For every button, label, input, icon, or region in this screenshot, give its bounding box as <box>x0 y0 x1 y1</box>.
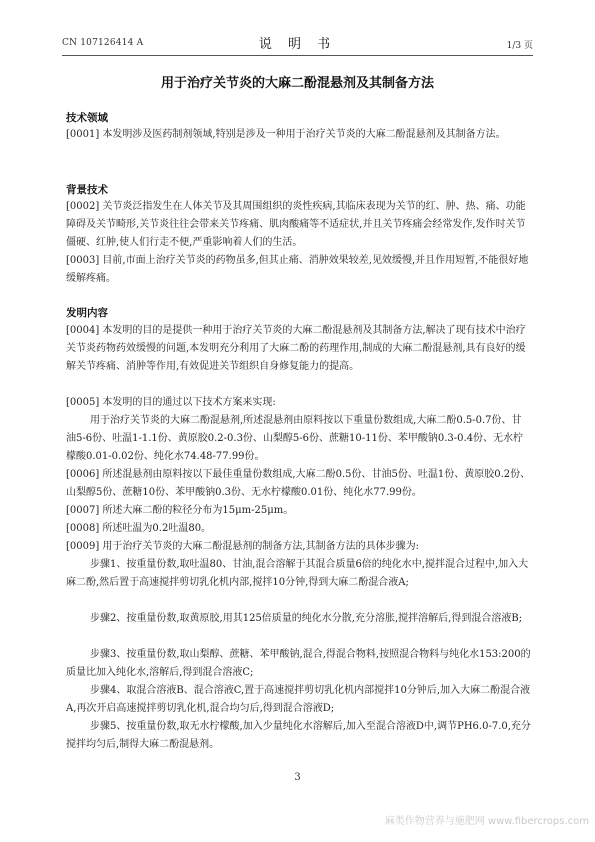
step-4: 步骤4、取混合溶液B、混合溶液C,置于高速搅拌剪切乳化机内部搅拌10分钟后,加入大麻二酚混合液A,再次开启高速搅拌剪切乳化机,混合均匀后,得到混合溶液D; <box>66 685 531 714</box>
section-background: 背景技术 <box>66 184 108 196</box>
step-3: 步骤3、按重量份数,取山梨醇、蔗糖、苯甲酸钠,混合,得混合物料,按照混合物料与纯化水153:200的质量比加入纯化水,溶解后,得到混合溶液C; <box>66 649 531 678</box>
step-1: 步骤1、按重量份数,取吐温80、甘油,混合溶解于其混合质量6倍的纯化水中,搅拌混合过程中,加入大麻二酚,然后置于高速搅拌剪切乳化机内部,搅拌10分钟,得到大麻二酚混合液A; <box>66 559 529 588</box>
section-tech-field: 技术领域 <box>66 112 108 124</box>
paragraph-0006: [0006] 所述混悬剂由原料按以下最佳重量份数组成,大麻二酚0.5份、甘油5份、吐温1份、黄原胶0.2份、山梨醇5份、蔗糖10份、苯甲酸钠0.3份、无水柠檬酸0.01份、纯化水77.99份。 <box>66 469 531 498</box>
paragraph-0005: [0005] 本发明的目的通过以下技术方案来实现: <box>66 397 276 408</box>
section-invention: 发明内容 <box>66 307 108 319</box>
page-indicator: 1/3 页 <box>506 41 533 51</box>
paragraph-0004: [0004] 本发明的目的是提供一种用于治疗关节炎的大麻二酚混悬剂及其制备方法,解决了现有技术中治疗关节炎药物药效缓慢的问题,本发明充分利用了大麻二酚的药理作用,制成的大麻二酚混悬剂,具有良好的缓解关节疼痛、消肿等作用,有效促进关节组织自身修复能力的提高。 <box>66 325 526 372</box>
paragraph-0002: [0002] 关节炎泛指发生在人体关节及其周围组织的炎性疾病,其临床表现为关节的红、肿、热、痛、功能障碍及关节畸形,关节炎往往会带来关节疼痛、肌肉酸痛等不适症状,并且关节疼痛会经常发作,发作时关节僵硬、红肿,使人们行走不便,严重影响着人们的生活。 <box>66 201 526 248</box>
step-5: 步骤5、按重量份数,取无水柠檬酸,加入少量纯化水溶解后,加入至混合溶液D中,调节PH6.0-7.0,充分搅拌均匀后,制得大麻二酚混悬剂。 <box>66 721 531 750</box>
paragraph-0007: [0007] 所述大麻二酚的粒径分布为15μm-25μm。 <box>66 505 294 516</box>
patent-number: CN 107126414 A <box>62 38 144 48</box>
page-header <box>62 33 533 53</box>
watermark: 麻类作物营养与施肥网 www.fibercrops.com <box>384 816 589 827</box>
paragraph-0001: [0001] 本发明涉及医药制剂领域,特别是涉及一种用于治疗关节炎的大麻二酚混悬剂及其制备方法。 <box>66 129 506 140</box>
header-title: 说 明 书 <box>258 37 337 52</box>
footer-page-number: 3 <box>294 772 301 783</box>
document-title: 用于治疗关节炎的大麻二酚混悬剂及其制备方法 <box>160 76 434 91</box>
paragraph-0008: [0008] 所述吐温为0.2吐温80。 <box>66 523 212 534</box>
paragraph-0005-formula: 用于治疗关节炎的大麻二酚混悬剂,所述混悬剂由原料按以下重量份数组成,大麻二酚0.5-0.7份、甘油5-6份、吐温1-1.1份、黄原胶0.2-0.3份、山梨醇5-6份、蔗糖10-11份、苯甲酸钠0.3-0.4份、无水柠檬酸0.01-0.02份、纯化水74.48-77.99份。 <box>66 415 524 462</box>
paragraph-0009: [0009] 用于治疗关节炎的大麻二酚混悬剂的制备方法,其制备方法的具体步骤为: <box>66 541 419 552</box>
header-rule <box>62 55 533 56</box>
step-2: 步骤2、按重量份数,取黄原胶,用其125倍质量的纯化水分散,充分溶胀,搅拌溶解后,得到混合溶液B; <box>90 613 523 624</box>
paragraph-0003: [0003] 目前,市面上治疗关节炎的药物虽多,但其止痛、消肿效果较差,见效缓慢,并且作用短暂,不能很好地缓解疼痛。 <box>66 255 529 284</box>
